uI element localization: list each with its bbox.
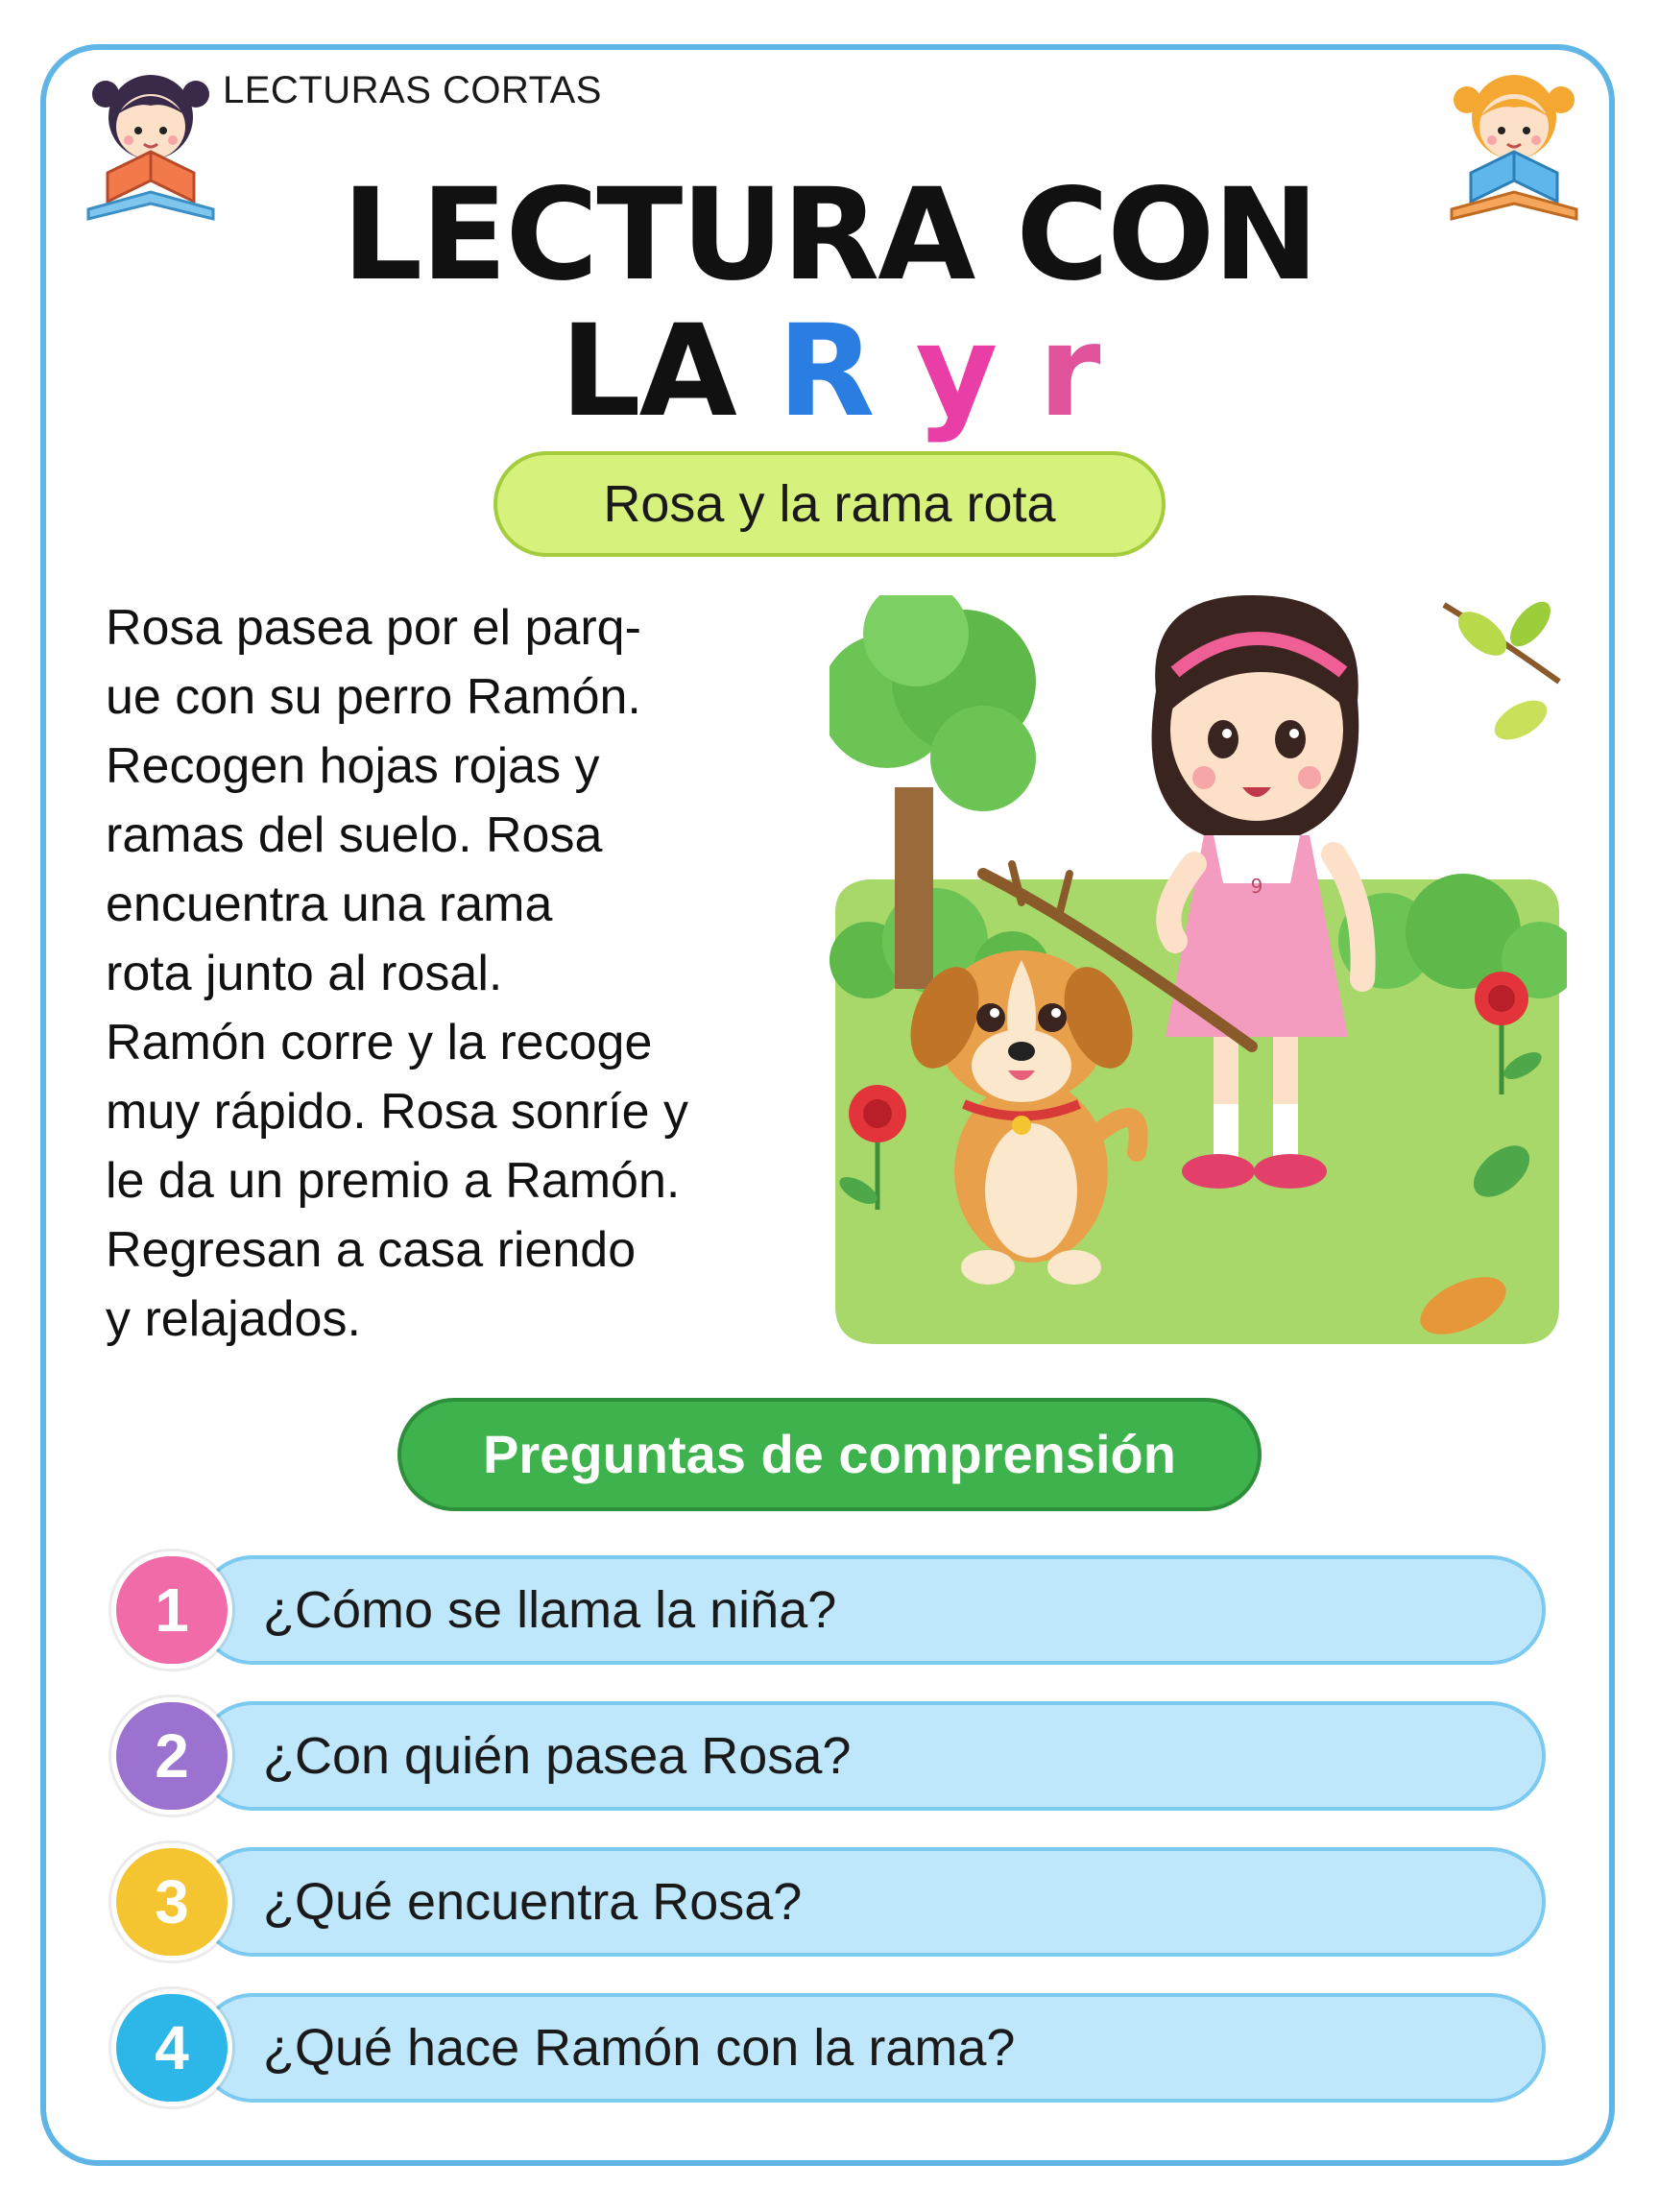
questions-heading: Preguntas de comprensión [397, 1398, 1262, 1511]
story-line: y relajados. [106, 1291, 361, 1347]
main-title-line2 [0, 298, 1659, 445]
story-title: Rosa y la rama rota [493, 451, 1166, 557]
title-letter-lowercase-r: r [1038, 298, 1099, 445]
story-illustration [830, 595, 1567, 1363]
question-number-badge: 2 [111, 1697, 232, 1815]
question-text: ¿Con quién pasea Rosa? [263, 1727, 852, 1785]
question-number-badge: 4 [111, 1989, 232, 2106]
story-line: Regresan a casa riendo [106, 1222, 637, 1278]
story-line: encuentra una rama [106, 877, 553, 932]
header-label: LECTURAS CORTAS [223, 69, 602, 111]
question-text: ¿Qué hace Ramón con la rama? [263, 2019, 1016, 2077]
main-title-line1: LECTURA CON [342, 161, 1317, 309]
title-letter-uppercase-r: R [777, 298, 874, 445]
story-line: Rosa pasea por el parq- [106, 600, 641, 656]
story-line: Recogen hojas rojas y [106, 738, 600, 794]
story-line: muy rápido. Rosa sonríe y [106, 1084, 688, 1140]
title-prefix: LA [560, 298, 735, 445]
story-line: le da un premio a Ramón. [106, 1153, 681, 1209]
story-line: ramas del suelo. Rosa [106, 807, 603, 863]
question-row [111, 1843, 1546, 1960]
question-row [111, 1989, 1546, 2106]
question-row [111, 1551, 1546, 1669]
question-number-badge: 3 [111, 1843, 232, 1960]
leaves-icon [1444, 595, 1559, 748]
story-line: rota junto al rosal. [106, 946, 503, 1001]
story-line: Ramón corre y la recoge [106, 1015, 653, 1070]
dress-number: 9 [1250, 875, 1263, 898]
question-number-badge: 1 [111, 1551, 232, 1669]
title-letter-y: y [915, 298, 997, 445]
story-line: ue con su perro Ramón. [106, 669, 641, 725]
question-row [111, 1697, 1546, 1815]
question-text: ¿Qué encuentra Rosa? [263, 1873, 803, 1931]
story-text [106, 593, 816, 1354]
question-text: ¿Cómo se llama la niña? [263, 1581, 837, 1639]
